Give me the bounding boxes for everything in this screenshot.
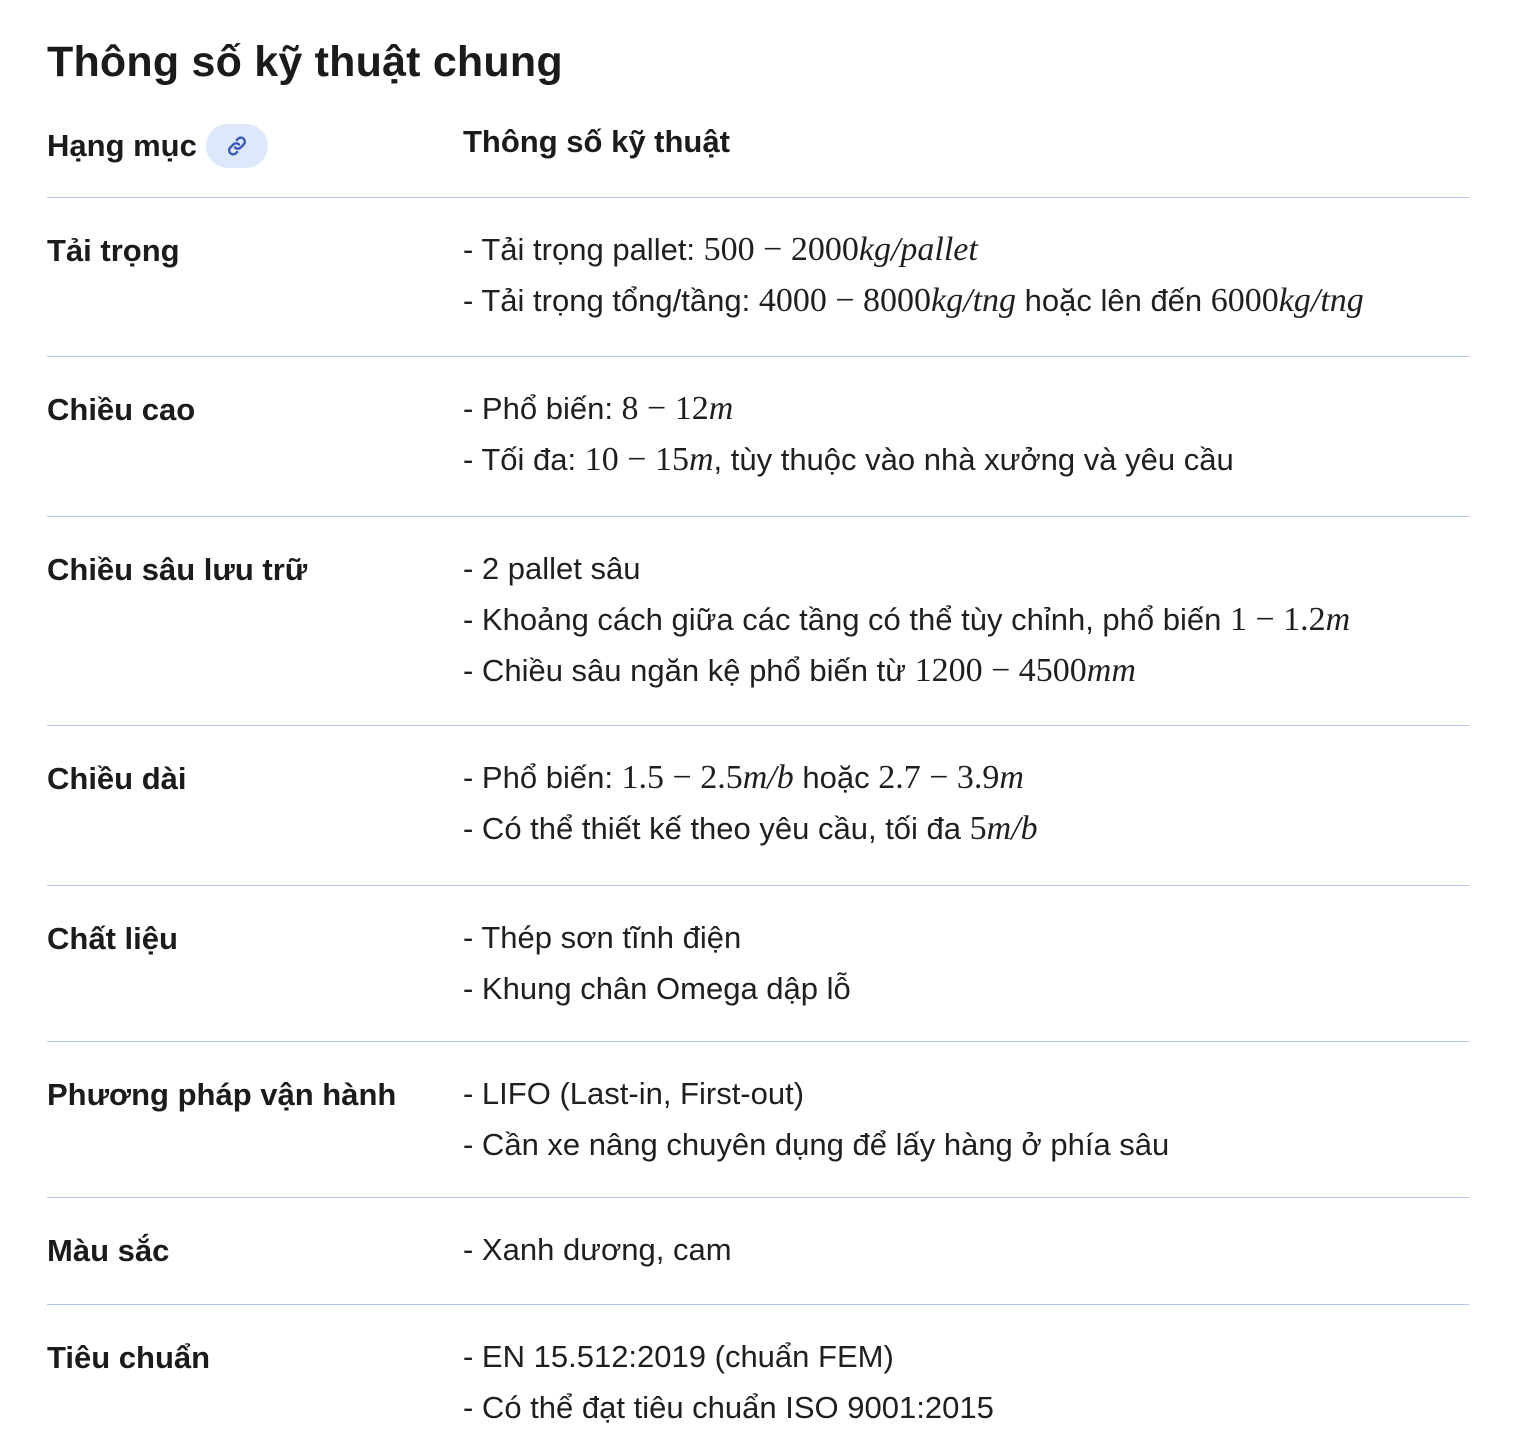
spec-line bbox=[463, 803, 1038, 854]
spec-value: 5 bbox=[969, 810, 987, 847]
page-title: Thông số kỹ thuật chung bbox=[47, 38, 563, 86]
spec-line bbox=[463, 1119, 1169, 1170]
spec-text: - Xanh dương, cam bbox=[463, 1232, 732, 1267]
spec-text: - Phổ biến: bbox=[463, 391, 622, 426]
spec-text: - Phổ biến: bbox=[463, 760, 622, 795]
spec-line bbox=[463, 1224, 732, 1275]
spec-value: 2.7 − 3.9 bbox=[878, 759, 1000, 796]
row-spec bbox=[463, 543, 1350, 696]
row-category: Chiều dài bbox=[47, 761, 187, 796]
row-category: Tải trọng bbox=[47, 233, 180, 268]
spec-line bbox=[463, 1068, 1169, 1119]
table-body bbox=[47, 198, 1469, 1445]
spec-text: - Có thể đạt tiêu chuẩn ISO 9001:2015 bbox=[463, 1390, 994, 1425]
spec-text: , tùy thuộc vào nhà xưởng và yêu cầu bbox=[713, 442, 1234, 477]
spec-line bbox=[463, 645, 1350, 696]
spec-text: - Chiều sâu ngăn kệ phổ biến từ bbox=[463, 653, 915, 688]
table-header bbox=[47, 112, 1469, 198]
spec-line bbox=[463, 434, 1234, 485]
copy-link-button[interactable] bbox=[206, 124, 268, 168]
row-spec bbox=[463, 383, 1234, 485]
spec-text: - Khoảng cách giữa các tầng có thể tùy chỉnh, phổ biến bbox=[463, 602, 1230, 637]
spec-table bbox=[47, 112, 1469, 1445]
header-category-label: Hạng mục bbox=[47, 128, 197, 163]
spec-text: - Tối đa: bbox=[463, 442, 585, 477]
row-category: Chất liệu bbox=[47, 921, 178, 956]
spec-unit: m/b bbox=[986, 810, 1038, 847]
row-category: Phương pháp vận hành bbox=[47, 1077, 397, 1112]
spec-unit: m bbox=[1325, 601, 1351, 638]
spec-value: 6000 bbox=[1210, 282, 1279, 319]
spec-value: 8 − 12 bbox=[621, 390, 709, 427]
spec-line bbox=[463, 543, 1350, 594]
spec-value: 1200 − 4500 bbox=[914, 652, 1087, 689]
spec-text: - 2 pallet sâu bbox=[463, 551, 641, 586]
row-category: Chiều cao bbox=[47, 392, 196, 427]
spec-unit: kg/tng bbox=[931, 282, 1017, 319]
spec-line bbox=[463, 224, 1364, 275]
spec-unit: m bbox=[999, 759, 1024, 796]
row-category: Tiêu chuẩn bbox=[47, 1340, 211, 1375]
spec-value: 4000 − 8000 bbox=[758, 282, 932, 319]
spec-unit: m bbox=[708, 390, 734, 427]
spec-line bbox=[463, 752, 1038, 803]
row-spec bbox=[463, 1331, 994, 1433]
row-spec bbox=[463, 912, 851, 1014]
row-category: Chiều sâu lưu trữ bbox=[47, 552, 308, 587]
header-category bbox=[47, 124, 268, 168]
table-row bbox=[47, 1042, 1469, 1198]
spec-line bbox=[463, 963, 851, 1014]
table-row bbox=[47, 357, 1469, 517]
table-row bbox=[47, 1198, 1469, 1305]
spec-text: - Khung chân Omega dập lỗ bbox=[463, 971, 851, 1006]
spec-line bbox=[463, 275, 1364, 326]
header-spec: Thông số kỹ thuật bbox=[463, 124, 730, 159]
spec-value: 500 − 2000 bbox=[703, 231, 859, 268]
spec-line bbox=[463, 594, 1350, 645]
spec-text: - Tải trọng pallet: bbox=[463, 232, 704, 267]
table-row bbox=[47, 1305, 1469, 1445]
spec-text: - LIFO (Last-in, First-out) bbox=[463, 1076, 805, 1111]
row-spec bbox=[463, 752, 1038, 854]
spec-unit: m/b bbox=[742, 759, 794, 796]
spec-text: - Có thể thiết kế theo yêu cầu, tối đa bbox=[463, 811, 970, 846]
spec-unit: kg/tng bbox=[1278, 282, 1364, 319]
row-spec bbox=[463, 1068, 1169, 1170]
spec-line bbox=[463, 1331, 994, 1382]
link-icon bbox=[225, 134, 249, 158]
spec-text: - Thép sơn tĩnh điện bbox=[463, 920, 742, 955]
spec-value: 1 − 1.2 bbox=[1229, 601, 1326, 638]
spec-value: 1.5 − 2.5 bbox=[621, 759, 743, 796]
spec-text: hoặc bbox=[793, 760, 879, 795]
spec-text: - Tải trọng tổng/tầng: bbox=[463, 283, 759, 318]
spec-value: 10 − 15 bbox=[584, 441, 689, 478]
table-row bbox=[47, 517, 1469, 726]
spec-line bbox=[463, 912, 851, 963]
table-row bbox=[47, 198, 1469, 357]
row-category: Màu sắc bbox=[47, 1233, 170, 1268]
spec-line bbox=[463, 1382, 994, 1433]
spec-text: hoặc lên đến bbox=[1016, 283, 1211, 318]
spec-unit: m bbox=[688, 441, 714, 478]
spec-text: - EN 15.512:2019 (chuẩn FEM) bbox=[463, 1339, 894, 1374]
spec-text: - Cần xe nâng chuyên dụng để lấy hàng ở phía sâu bbox=[463, 1127, 1170, 1162]
row-spec bbox=[463, 224, 1364, 326]
row-spec bbox=[463, 1224, 732, 1275]
spec-unit: kg/pallet bbox=[858, 231, 978, 268]
spec-unit: mm bbox=[1086, 652, 1136, 689]
spec-line bbox=[463, 383, 1234, 434]
table-row bbox=[47, 886, 1469, 1042]
table-row bbox=[47, 726, 1469, 886]
